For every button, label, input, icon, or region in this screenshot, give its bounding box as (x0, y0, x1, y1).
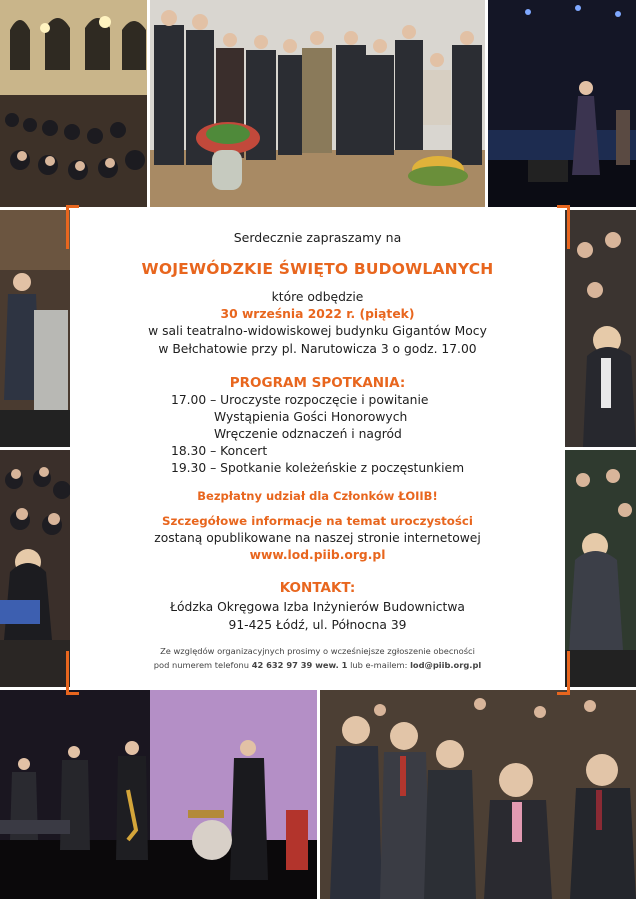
program-item: 18.30 – Koncert (171, 444, 268, 458)
footnote-line-1: Ze względów organizacyjnych prosimy o wcześniejsze zgłoszenie obecności (160, 646, 475, 656)
audience-front-row-photo (320, 690, 636, 899)
phone-number[interactable]: 42 632 97 39 wew. 1 (251, 660, 348, 670)
program-item: Wystąpienia Gości Honorowych (214, 410, 408, 424)
info-text: zostaną opublikowane na naszej stronie internetowej (154, 531, 481, 545)
program-item: 17.00 – Uroczyste rozpoczęcie i powitanie (171, 393, 429, 407)
website-link[interactable]: www.lod.piib.org.pl (249, 548, 386, 562)
speaker-at-podium-photo (0, 210, 70, 447)
venue-line-1: w sali teatralno-widowiskowej budynku Gigantów Mocy (148, 324, 487, 338)
program-heading: PROGRAM SPOTKANIA: (229, 375, 406, 391)
stage-group-photo (150, 0, 485, 207)
audience-men-photo (0, 450, 70, 687)
event-date: 30 września 2022 r. (piątek) (220, 307, 415, 321)
email-link[interactable]: lod@piib.org.pl (410, 660, 482, 670)
band-concert-photo (0, 690, 317, 899)
footnote-middle: lub e-mailem: (347, 660, 411, 670)
free-entry-note: Bezpłatny udział dla Członków ŁOIIB! (197, 489, 438, 503)
intro-text: Serdecznie zapraszamy na (233, 230, 402, 245)
venue-line-2: w Bełchatowie przy pl. Narutowicza 3 o godz. 17.00 (158, 342, 477, 356)
event-title: WOJEWÓDZKIE ŚWIĘTO BUDOWLANYCH (141, 260, 494, 278)
which-text: które odbędzie (271, 290, 364, 304)
program-item: 19.30 – Spotkanie koleżeńskie z poczęstunkiem (171, 461, 465, 475)
auditorium-audience-photo (0, 0, 147, 207)
singer-on-stage-photo (488, 0, 636, 207)
contact-heading: KONTAKT: (279, 580, 356, 596)
footnote-prefix: pod numerem telefonu (153, 660, 252, 670)
info-heading: Szczegółowe informacje na temat uroczystości (162, 514, 473, 528)
footnote-line-2 (73, 660, 562, 670)
audience-women-photo (565, 210, 636, 447)
contact-address: 91-425 Łódź, ul. Północna 39 (228, 618, 407, 632)
invitation-panel (73, 214, 562, 686)
audience-right-photo (565, 450, 636, 687)
program-item: Wręczenie odznaczeń i nagród (214, 427, 402, 441)
contact-organization: Łódzka Okręgowa Izba Inżynierów Budownictwa (170, 600, 465, 614)
